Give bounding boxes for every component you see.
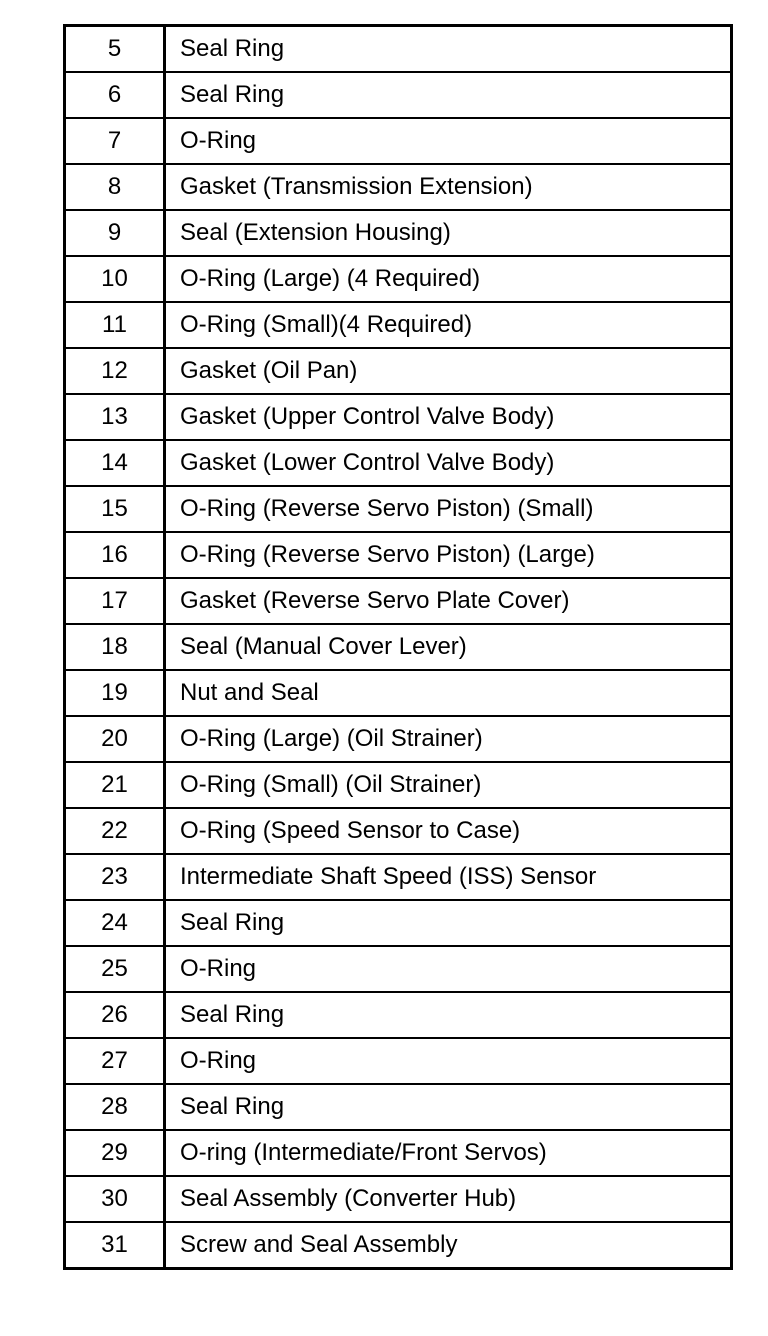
part-description-cell: O-Ring (Reverse Servo Piston) (Small) bbox=[165, 486, 732, 532]
part-number-cell: 19 bbox=[65, 670, 165, 716]
part-description-cell: O-Ring bbox=[165, 118, 732, 164]
table-row bbox=[65, 532, 732, 578]
table-row bbox=[65, 1130, 732, 1176]
part-description-cell: O-Ring (Speed Sensor to Case) bbox=[165, 808, 732, 854]
table-row bbox=[65, 72, 732, 118]
table-row bbox=[65, 302, 732, 348]
table-row bbox=[65, 164, 732, 210]
part-description-cell: O-Ring bbox=[165, 1038, 732, 1084]
part-number-cell: 17 bbox=[65, 578, 165, 624]
part-description-cell: O-Ring (Reverse Servo Piston) (Large) bbox=[165, 532, 732, 578]
part-description-cell: Gasket (Reverse Servo Plate Cover) bbox=[165, 578, 732, 624]
part-number-cell: 12 bbox=[65, 348, 165, 394]
parts-table-body bbox=[65, 26, 732, 1269]
part-description-cell: Intermediate Shaft Speed (ISS) Sensor bbox=[165, 854, 732, 900]
table-row bbox=[65, 578, 732, 624]
part-number-cell: 23 bbox=[65, 854, 165, 900]
table-row bbox=[65, 716, 732, 762]
part-description-cell: Seal (Extension Housing) bbox=[165, 210, 732, 256]
table-row bbox=[65, 394, 732, 440]
part-description-cell: O-Ring (Large) (4 Required) bbox=[165, 256, 732, 302]
table-row bbox=[65, 26, 732, 73]
part-description-cell: O-Ring (Small)(4 Required) bbox=[165, 302, 732, 348]
part-description-cell: Nut and Seal bbox=[165, 670, 732, 716]
part-number-cell: 9 bbox=[65, 210, 165, 256]
table-row bbox=[65, 808, 732, 854]
part-number-cell: 8 bbox=[65, 164, 165, 210]
part-number-cell: 21 bbox=[65, 762, 165, 808]
part-number-cell: 30 bbox=[65, 1176, 165, 1222]
part-number-cell: 7 bbox=[65, 118, 165, 164]
table-row bbox=[65, 1084, 732, 1130]
part-number-cell: 6 bbox=[65, 72, 165, 118]
table-row bbox=[65, 670, 732, 716]
part-description-cell: O-Ring (Small) (Oil Strainer) bbox=[165, 762, 732, 808]
table-row bbox=[65, 256, 732, 302]
part-description-cell: Seal Ring bbox=[165, 900, 732, 946]
part-number-cell: 15 bbox=[65, 486, 165, 532]
part-number-cell: 26 bbox=[65, 992, 165, 1038]
table-row bbox=[65, 210, 732, 256]
table-row bbox=[65, 348, 732, 394]
part-number-cell: 24 bbox=[65, 900, 165, 946]
part-description-cell: Gasket (Lower Control Valve Body) bbox=[165, 440, 732, 486]
table-row bbox=[65, 854, 732, 900]
table-row bbox=[65, 440, 732, 486]
part-description-cell: Seal Ring bbox=[165, 992, 732, 1038]
part-number-cell: 31 bbox=[65, 1222, 165, 1269]
part-number-cell: 11 bbox=[65, 302, 165, 348]
table-row bbox=[65, 992, 732, 1038]
table-row bbox=[65, 118, 732, 164]
part-description-cell: Gasket (Upper Control Valve Body) bbox=[165, 394, 732, 440]
part-number-cell: 10 bbox=[65, 256, 165, 302]
table-row bbox=[65, 486, 732, 532]
part-number-cell: 22 bbox=[65, 808, 165, 854]
part-number-cell: 25 bbox=[65, 946, 165, 992]
table-row bbox=[65, 1222, 732, 1269]
parts-table bbox=[63, 24, 733, 1270]
part-number-cell: 13 bbox=[65, 394, 165, 440]
table-row bbox=[65, 1176, 732, 1222]
part-number-cell: 5 bbox=[65, 26, 165, 73]
table-row bbox=[65, 624, 732, 670]
part-number-cell: 18 bbox=[65, 624, 165, 670]
part-number-cell: 29 bbox=[65, 1130, 165, 1176]
part-description-cell: Gasket (Oil Pan) bbox=[165, 348, 732, 394]
part-description-cell: O-Ring (Large) (Oil Strainer) bbox=[165, 716, 732, 762]
part-description-cell: Seal (Manual Cover Lever) bbox=[165, 624, 732, 670]
part-description-cell: O-ring (Intermediate/Front Servos) bbox=[165, 1130, 732, 1176]
part-number-cell: 20 bbox=[65, 716, 165, 762]
part-description-cell: Screw and Seal Assembly bbox=[165, 1222, 732, 1269]
part-description-cell: Seal Assembly (Converter Hub) bbox=[165, 1176, 732, 1222]
part-description-cell: O-Ring bbox=[165, 946, 732, 992]
part-number-cell: 14 bbox=[65, 440, 165, 486]
table-row bbox=[65, 900, 732, 946]
part-description-cell: Seal Ring bbox=[165, 1084, 732, 1130]
table-row bbox=[65, 946, 732, 992]
part-number-cell: 27 bbox=[65, 1038, 165, 1084]
part-description-cell: Gasket (Transmission Extension) bbox=[165, 164, 732, 210]
part-description-cell: Seal Ring bbox=[165, 72, 732, 118]
part-number-cell: 16 bbox=[65, 532, 165, 578]
part-description-cell: Seal Ring bbox=[165, 26, 732, 73]
part-number-cell: 28 bbox=[65, 1084, 165, 1130]
table-row bbox=[65, 1038, 732, 1084]
table-row bbox=[65, 762, 732, 808]
